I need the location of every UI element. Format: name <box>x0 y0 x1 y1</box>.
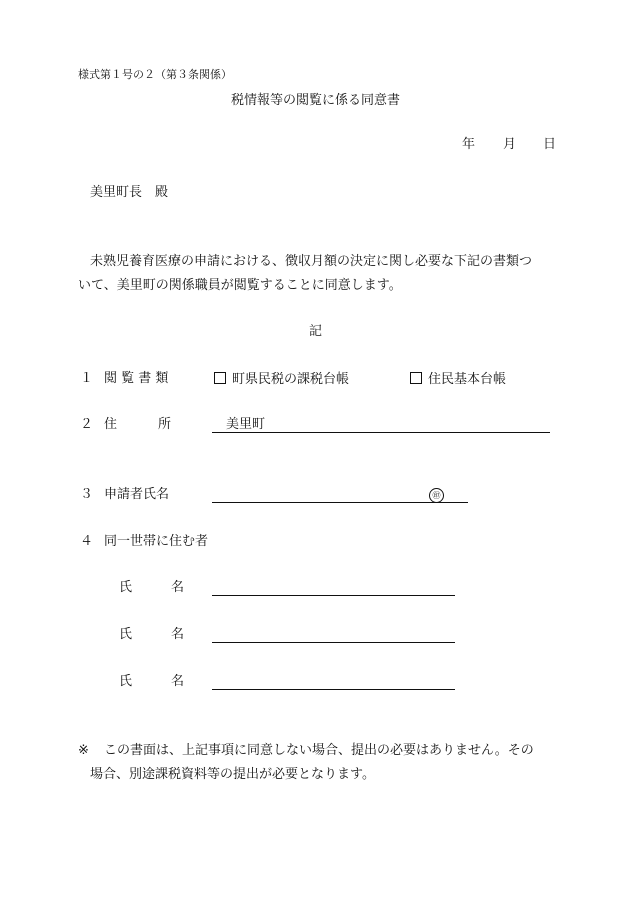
household-name-3-line[interactable] <box>212 689 455 690</box>
household-name-2-label-a: 氏 <box>119 627 133 642</box>
date-day-label: 日 <box>543 137 557 152</box>
note-line-1: この書面は、上記事項に同意しない場合、提出の必要はありません。その <box>104 743 534 758</box>
household-name-1-label-a: 氏 <box>119 580 133 595</box>
address-underline <box>212 432 550 433</box>
household-name-2-label-b: 名 <box>171 627 185 642</box>
note-mark: ※ <box>78 743 89 758</box>
item-2-number: ２ <box>80 417 94 432</box>
date-month-label: 月 <box>503 137 517 152</box>
item-2-label-a: 住 <box>104 417 118 432</box>
item-1-label: 閲 覧 書 類 <box>104 371 169 386</box>
date-year-label: 年 <box>462 137 476 152</box>
option-tax-ledger-label: 町県民税の課税台帳 <box>232 372 350 387</box>
household-name-1-line[interactable] <box>212 595 455 596</box>
option-resident-register[interactable] <box>410 372 506 386</box>
item-4-number: ４ <box>80 534 94 549</box>
item-4-label: 同一世帯に住む者 <box>104 534 209 549</box>
checkbox-tax-ledger[interactable] <box>214 372 226 384</box>
page-title: 税情報等の閲覧に係る同意書 <box>231 93 401 108</box>
addressee: 美里町長 殿 <box>90 185 169 200</box>
body-line-2: いて、美里町の関係職員が閲覧することに同意します。 <box>78 278 402 293</box>
household-name-3-label-a: 氏 <box>119 674 133 689</box>
option-tax-ledger[interactable] <box>214 372 349 386</box>
seal-mark: ㊞ <box>429 488 444 503</box>
ki-heading: 記 <box>309 324 323 339</box>
household-name-2-line[interactable] <box>212 642 455 643</box>
body-line-1: 未熟児養育医療の申請における、徴収月額の決定に関し必要な下記の書類つ <box>90 254 533 269</box>
note-line-2: 場合、別途課税資料等の提出が必要となります。 <box>90 767 375 782</box>
item-3-label: 申請者氏名 <box>104 487 170 502</box>
option-resident-register-label: 住民基本台帳 <box>428 372 507 387</box>
item-1-number: １ <box>80 371 94 386</box>
household-name-3-label-b: 名 <box>171 674 185 689</box>
item-2-label-b: 所 <box>158 417 172 432</box>
address-value[interactable]: 美里町 <box>226 417 266 432</box>
form-id: 様式第１号の２（第３条関係） <box>78 68 232 81</box>
item-3-number: ３ <box>80 487 94 502</box>
checkbox-resident-register[interactable] <box>410 372 422 384</box>
household-name-1-label-b: 名 <box>171 580 185 595</box>
